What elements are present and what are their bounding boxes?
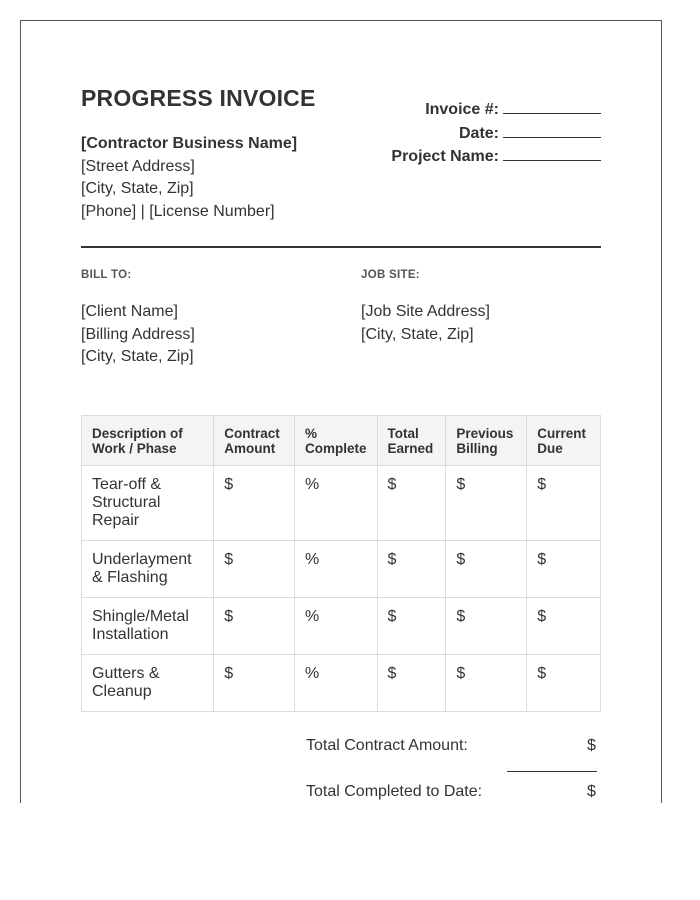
header-total-earned: Total Earned: [377, 416, 446, 466]
contractor-name: [Contractor Business Name]: [81, 135, 298, 152]
job-site-address: [361, 301, 490, 346]
date-row: [391, 122, 601, 146]
contractor-city: [City, State, Zip]: [81, 180, 194, 197]
contractor-street: [Street Address]: [81, 157, 195, 175]
cell-contract-amount[interactable]: $: [214, 466, 295, 541]
cell-percent-complete[interactable]: %: [295, 466, 378, 541]
bill-to-line: [Client Name]: [81, 303, 178, 320]
invoice-page: [20, 20, 662, 803]
cell-current-due[interactable]: $: [527, 598, 601, 655]
cell-previous-billing[interactable]: $: [446, 466, 527, 541]
bill-to-line: [City, State, Zip]: [81, 348, 194, 365]
header-divider: [81, 246, 601, 248]
invoice-meta: [391, 98, 601, 169]
table-row: [82, 466, 601, 541]
cell-current-due[interactable]: $: [527, 466, 601, 541]
cell-previous-billing[interactable]: $: [446, 598, 527, 655]
header-previous-billing: Previous Billing: [446, 416, 527, 466]
job-site-line: [City, State, Zip]: [361, 325, 474, 343]
header-current-due: Current Due: [527, 416, 601, 466]
invoice-number-label: Invoice #:: [425, 101, 499, 118]
cell-description[interactable]: Shingle/Metal Installation: [82, 598, 214, 655]
cell-current-due[interactable]: $: [527, 655, 601, 712]
total-contract-underline: [507, 771, 597, 772]
cell-percent-complete[interactable]: %: [295, 541, 378, 598]
cell-percent-complete[interactable]: %: [295, 598, 378, 655]
date-label: Date:: [458, 124, 499, 142]
cell-percent-complete[interactable]: %: [295, 655, 378, 712]
table-row: [82, 598, 601, 655]
project-name-row: [391, 145, 601, 169]
contractor-info: [81, 133, 297, 223]
contractor-contact: [Phone] | [License Number]: [81, 202, 275, 220]
project-name-label: Project Name:: [391, 148, 499, 165]
invoice-number-row: [391, 98, 601, 122]
table-row: [82, 541, 601, 598]
total-completed-value[interactable]: $: [587, 783, 596, 800]
total-contract-label: Total Contract Amount:: [306, 737, 468, 754]
cell-total-earned[interactable]: $: [377, 655, 446, 712]
table-header-row: [82, 416, 601, 466]
table-row: [82, 655, 601, 712]
header-description: Description of Work / Phase: [82, 416, 214, 466]
header-contract-amount: Contract Amount: [214, 416, 295, 466]
cell-contract-amount[interactable]: $: [214, 655, 295, 712]
cell-current-due[interactable]: $: [527, 541, 601, 598]
bill-to-line: [Billing Address]: [81, 325, 195, 343]
cell-description[interactable]: Underlayment & Flashing: [82, 541, 214, 598]
cell-description[interactable]: Tear-off & Structural Repair: [82, 466, 214, 541]
cell-contract-amount[interactable]: $: [214, 541, 295, 598]
cell-previous-billing[interactable]: $: [446, 655, 527, 712]
invoice-number-field[interactable]: [503, 98, 601, 114]
cell-total-earned[interactable]: $: [377, 466, 446, 541]
bill-to-label: BILL TO:: [81, 269, 132, 281]
date-field[interactable]: [503, 122, 601, 138]
cell-description[interactable]: Gutters & Cleanup: [82, 655, 214, 712]
total-completed-label: Total Completed to Date:: [306, 783, 483, 800]
cell-contract-amount[interactable]: $: [214, 598, 295, 655]
cell-previous-billing[interactable]: $: [446, 541, 527, 598]
bill-to-address: [81, 301, 195, 369]
cell-total-earned[interactable]: $: [377, 541, 446, 598]
job-site-label: JOB SITE:: [361, 269, 420, 281]
cell-total-earned[interactable]: $: [377, 598, 446, 655]
project-name-field[interactable]: [503, 145, 601, 161]
header-percent-complete: % Complete: [295, 416, 378, 466]
work-phase-table: [81, 415, 601, 712]
total-contract-value[interactable]: $: [587, 737, 596, 754]
invoice-title: PROGRESS INVOICE: [81, 85, 316, 111]
job-site-line: [Job Site Address]: [361, 303, 490, 320]
